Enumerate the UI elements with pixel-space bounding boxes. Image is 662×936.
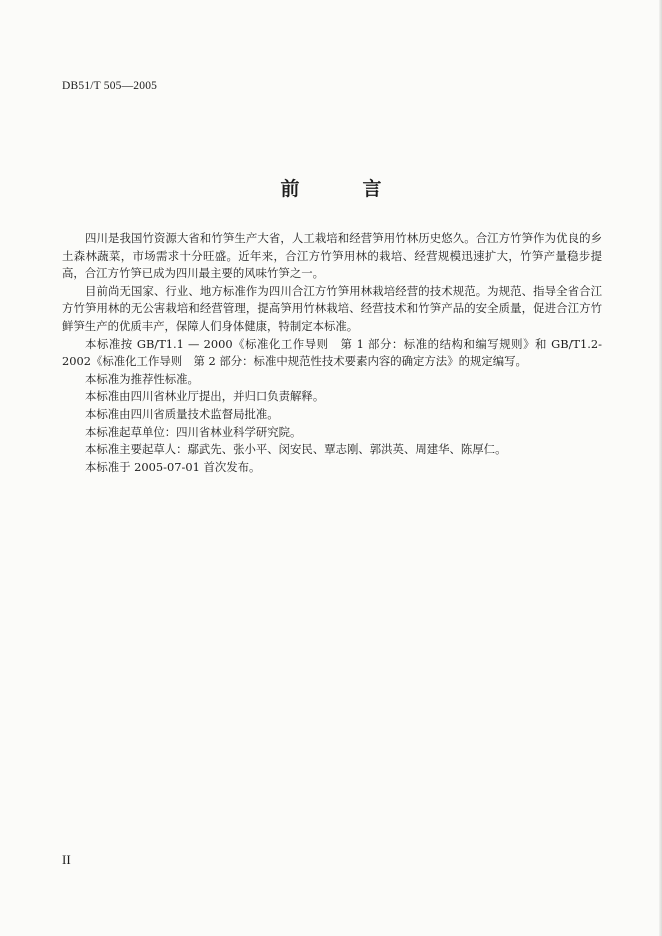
paragraph: 本标准起草单位：四川省林业科学研究院。 (85, 424, 302, 439)
paragraph: 本标准由四川省质量技术监督局批准。 (85, 406, 279, 421)
paragraph: 四川是我国竹资源大省和竹笋生产大省，人工栽培和经营笋用竹林历史悠久。合江方竹笋作为优良的乡土森林蔬菜，市场需求十分旺盛。近年来，合江方竹笋用林的栽培、经营规模迅速扩大，竹笋产量稳步提高，合江方竹笋已成为四川最主要的风味竹笋之一。 (62, 231, 602, 281)
paragraph: 本标准由四川省林业厅提出，并归口负责解释。 (85, 389, 325, 404)
foreword-body (62, 230, 602, 476)
paragraph: 本标准于 2005-07-01 首次发布。 (85, 459, 261, 474)
standard-code: DB51/T 505—2005 (62, 80, 158, 92)
page-number: II (62, 852, 71, 867)
paragraph: 本标准按 GB/T1.1 — 2000《标准化工作导则 第 1 部分：标准的结构和编写规则》和 GB/T1.2-2002《标准化工作导则 第 2 部分：标准中规范性技术要素内容的确定方法》的规定编写。 (62, 336, 602, 369)
page-title: 前 言 (280, 178, 404, 200)
paragraph: 本标准主要起草人：鄢武先、张小平、闵安民、覃志刚、郭洪英、周建华、陈厚仁。 (85, 442, 507, 457)
paragraph: 本标准为推荐性标准。 (85, 371, 199, 386)
paragraph: 目前尚无国家、行业、地方标准作为四川合江方竹笋用林栽培经营的技术规范。为规范、指导全省合江方竹笋用林的无公害栽培和经营管理，提高笋用竹林栽培、经营技术和竹笋产品的安全质量，促进合江方竹鲜笋生产的优质丰产，保障人们身体健康，特制定本标准。 (62, 283, 602, 333)
